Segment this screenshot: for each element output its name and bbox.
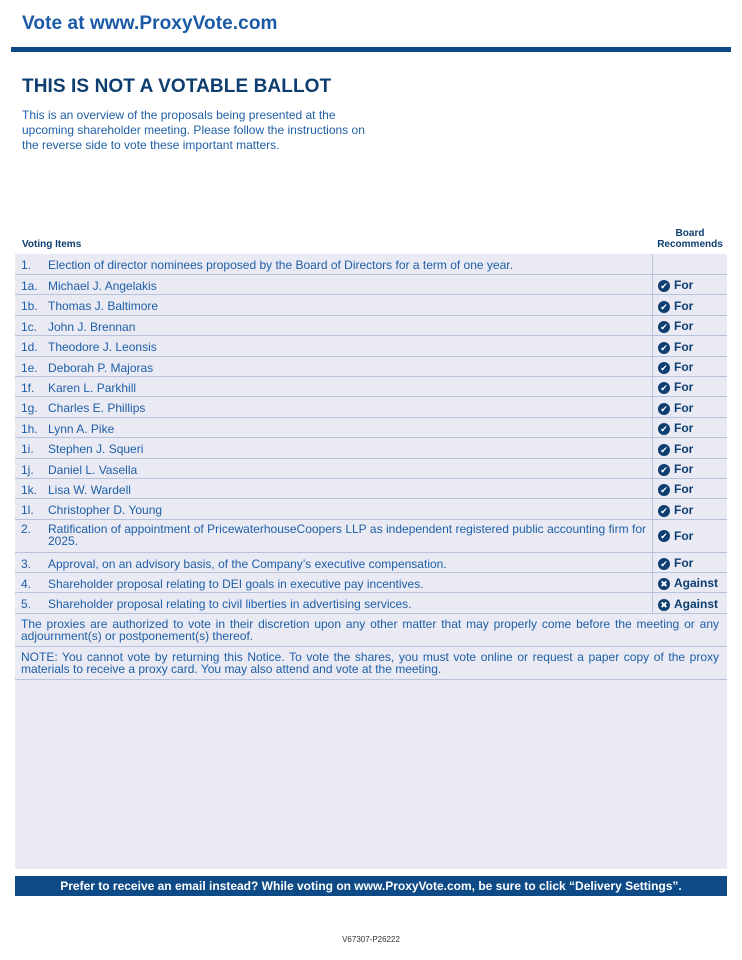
check-icon: ✔ [658, 342, 670, 354]
recommendation-label: For [674, 528, 694, 543]
recommendation-label: For [674, 380, 694, 395]
voting-item-cell [15, 254, 653, 274]
voting-item-row [15, 499, 727, 519]
voting-item-row [15, 295, 727, 315]
voting-item-cell [15, 397, 653, 416]
voting-item-cell [15, 316, 653, 335]
voting-item-row [15, 254, 727, 275]
proxies-note-row [15, 614, 727, 647]
recommendation-cell [653, 397, 727, 416]
voting-item-cell [15, 357, 653, 376]
voting-item-cell [15, 499, 653, 518]
check-icon: ✔ [658, 530, 670, 542]
recommendation-label: For [674, 556, 694, 571]
recommendation-cell [653, 336, 727, 355]
item-number: 1i. [21, 442, 34, 457]
item-text: Stephen J. Squeri [48, 442, 144, 457]
voting-item-row [15, 593, 727, 613]
voting-items-table [15, 254, 727, 680]
item-number: 1f. [21, 380, 35, 395]
item-text: John J. Brennan [48, 319, 136, 334]
voting-item-cell [15, 573, 653, 592]
check-icon: ✔ [658, 423, 670, 435]
recommendation-cell [653, 418, 727, 437]
check-icon: ✔ [658, 484, 670, 496]
column-header-board-recommends [652, 228, 728, 250]
voting-item-row [15, 357, 727, 377]
voting-item-row [15, 573, 727, 593]
voting-item-row [15, 459, 727, 479]
voting-item-row [15, 316, 727, 336]
item-number: 1c. [21, 319, 38, 334]
recommendation-label: For [674, 441, 694, 456]
board-label: Board [675, 228, 705, 239]
item-number: 2. [21, 521, 32, 536]
voting-item-cell [15, 377, 653, 396]
voting-item-cell [15, 438, 653, 457]
recommendation-cell [653, 438, 727, 457]
recommendation-cell [653, 377, 727, 396]
item-number: 1k. [21, 482, 38, 497]
recommendation-cell [653, 459, 727, 478]
recommendation-cell [653, 593, 727, 612]
notice-note-row [15, 647, 727, 680]
voting-item-cell [15, 336, 653, 355]
check-icon: ✔ [658, 464, 670, 476]
item-text: Karen L. Parkhill [48, 380, 137, 395]
check-icon: ✔ [658, 444, 670, 456]
x-icon: ✖ [658, 599, 670, 611]
recommendation-label: For [674, 278, 694, 293]
recommendation-label: For [674, 339, 694, 354]
item-number: 4. [21, 577, 32, 592]
column-header-voting-items: Voting Items [22, 239, 82, 250]
ballot-title: THIS IS NOT A VOTABLE BALLOT [22, 76, 332, 97]
recommendation-label: For [674, 359, 694, 374]
item-text: Shareholder proposal relating to DEI goals in executive pay incentives. [48, 577, 424, 592]
x-icon: ✖ [658, 578, 670, 590]
voting-item-row [15, 275, 727, 295]
item-text: Shareholder proposal relating to civil liberties in advertising services. [48, 597, 412, 612]
recommendation-label: For [674, 502, 694, 517]
item-text: Approval, on an advisory basis, of the Company’s executive compensation. [48, 556, 447, 571]
item-number: 1d. [21, 340, 38, 355]
item-number: 1. [21, 258, 32, 272]
recommendation-cell [653, 357, 727, 376]
voting-rows [15, 254, 727, 614]
voting-item-cell [15, 520, 653, 552]
item-text: Christopher D. Young [48, 503, 163, 518]
item-text: Lynn A. Pike [48, 421, 115, 436]
recommendation-label: Against [674, 596, 719, 611]
item-text: Thomas J. Baltimore [48, 299, 159, 314]
check-icon: ✔ [658, 321, 670, 333]
voting-item-row [15, 397, 727, 417]
voting-item-cell [15, 295, 653, 314]
check-icon: ✔ [658, 280, 670, 292]
recommendation-label: For [674, 421, 694, 436]
intro-text: This is an overview of the proposals being presented at the upcoming shareholder meeting. Please follow the instructions on the reverse side to vote these important matters. [22, 108, 365, 152]
recommendation-label: Against [674, 576, 719, 591]
item-text: Daniel L. Vasella [48, 462, 138, 477]
item-text: Ratification of appointment of PricewaterhouseCoopers LLP as independent registered public accounting firm for 2025. [48, 521, 646, 548]
item-number: 1e. [21, 360, 38, 375]
voting-item-row [15, 336, 727, 356]
item-text: Election of director nominees proposed by the Board of Directors for a term of one year. [48, 258, 513, 272]
recommendation-label: For [674, 400, 694, 415]
voting-item-cell [15, 459, 653, 478]
recommendation-cell [653, 295, 727, 314]
recommendation-cell [653, 499, 727, 518]
check-icon: ✔ [658, 403, 670, 415]
item-number: 1l. [21, 503, 34, 518]
header-divider [11, 47, 731, 52]
voting-item-row [15, 553, 727, 573]
item-text: Charles E. Phillips [48, 401, 146, 416]
item-number: 1j. [21, 462, 34, 477]
item-number: 3. [21, 556, 32, 571]
check-icon: ✔ [658, 301, 670, 313]
check-icon: ✔ [658, 505, 670, 517]
recommendation-cell [653, 553, 727, 572]
voting-item-cell [15, 479, 653, 498]
item-number: 1a. [21, 279, 38, 293]
recommendation-cell [653, 573, 727, 592]
recommendation-cell [653, 275, 727, 294]
item-text: Theodore J. Leonsis [48, 340, 157, 355]
recommendation-cell [653, 316, 727, 335]
item-text: Lisa W. Wardell [48, 482, 131, 497]
recommendation-cell [653, 254, 727, 274]
voting-item-row [15, 438, 727, 458]
item-number: 1g. [21, 401, 38, 416]
delivery-settings-banner: Prefer to receive an email instead? While voting on www.ProxyVote.com, be sure to click “Delivery Settings”. [15, 876, 727, 896]
item-text: Deborah P. Majoras [48, 360, 154, 375]
voting-item-row [15, 377, 727, 397]
recommends-label: Recommends [657, 239, 723, 250]
notice-note: NOTE: You cannot vote by returning this Notice. To vote the shares, you must vote online or request a paper copy of the proxy materials to receive a proxy card. You may also attend and vote at the meeting. [21, 649, 719, 676]
recommendation-label: For [674, 319, 694, 334]
voting-item-cell [15, 553, 653, 572]
recommendation-label: For [674, 461, 694, 476]
voting-item-cell [15, 418, 653, 437]
voting-item-cell [15, 593, 653, 612]
check-icon: ✔ [658, 558, 670, 570]
recommendation-label: For [674, 482, 694, 497]
voting-item-row [15, 418, 727, 438]
voting-item-cell [15, 275, 653, 294]
recommendation-cell [653, 520, 727, 552]
check-icon: ✔ [658, 362, 670, 374]
item-number: 5. [21, 597, 32, 612]
check-icon: ✔ [658, 382, 670, 394]
item-number: 1h. [21, 421, 38, 436]
document-code: V67307-P26222 [342, 935, 400, 944]
voting-item-row [15, 479, 727, 499]
recommendation-cell [653, 479, 727, 498]
item-text: Michael J. Angelakis [48, 279, 157, 293]
item-number: 1b. [21, 299, 38, 314]
proxies-note: The proxies are authorized to vote in their discretion upon any other matter that may properly come before the meeting or any adjournment(s) or postponement(s) thereof. [21, 616, 719, 643]
recommendation-label: For [674, 298, 694, 313]
header-title: Vote at www.ProxyVote.com [22, 13, 278, 34]
voting-item-row [15, 520, 727, 553]
